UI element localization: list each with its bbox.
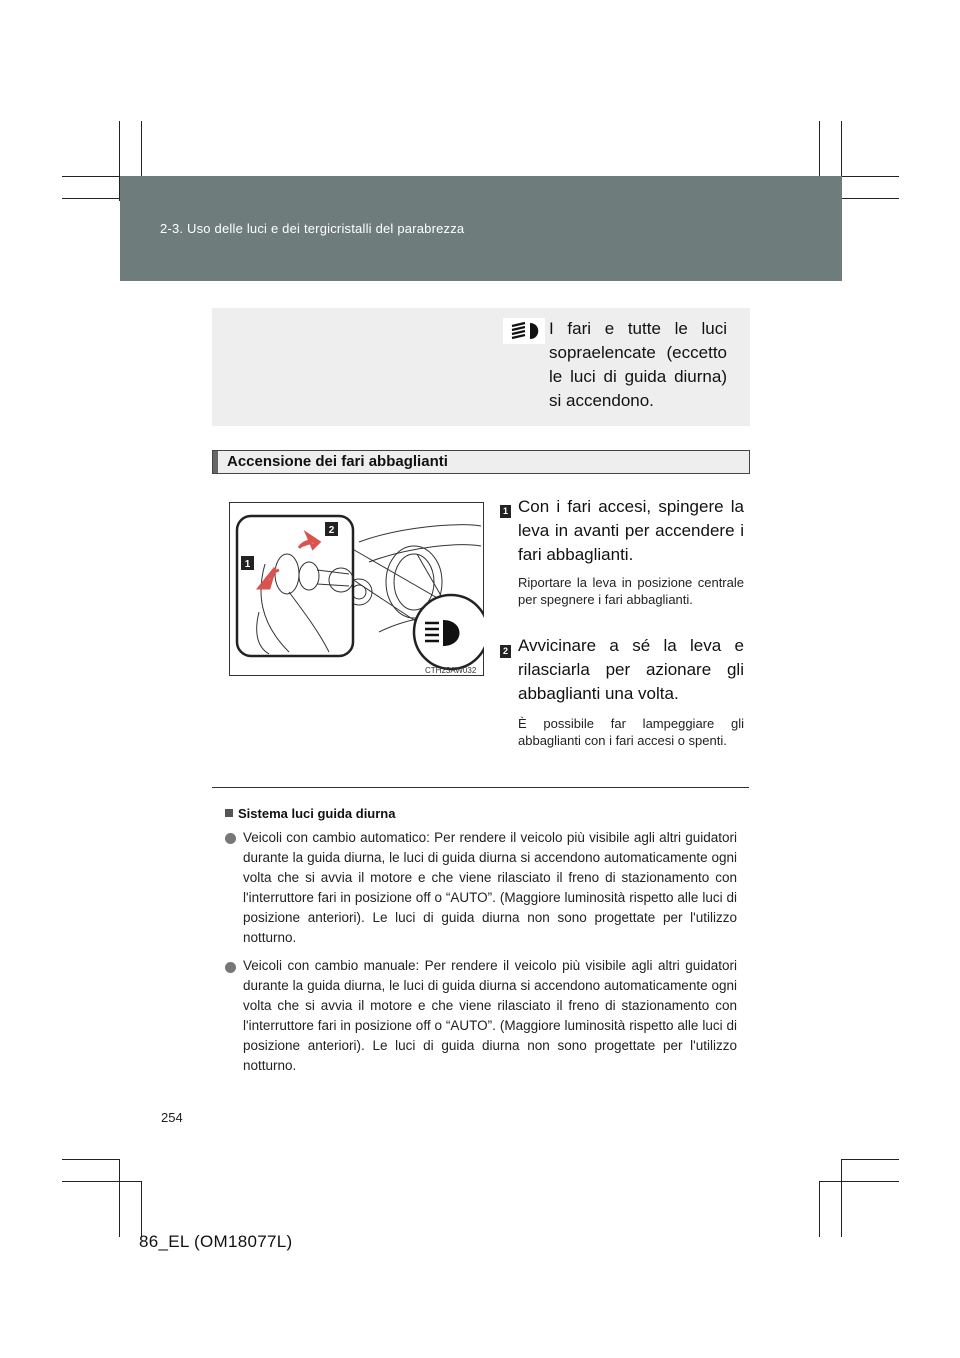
illustration-badge-1: 1 xyxy=(244,559,251,570)
step-1-text: Con i fari accesi, spingere la leva in avanti per accendere i fari abbaglianti. xyxy=(518,497,744,564)
section-heading xyxy=(212,450,750,474)
section-title: 2-3. Uso delle luci e dei tergicristalli del parabrezza xyxy=(160,221,465,236)
step-2-text: Avvicinare a sé la leva e rilasciarla per azionare gli abbaglianti una volta. xyxy=(518,636,744,703)
step-badge-1: 1 xyxy=(500,505,511,518)
section-divider xyxy=(212,787,749,788)
headlight-low-beam-icon xyxy=(503,318,545,344)
page-number: 254 xyxy=(161,1110,183,1125)
info-box-text: I fari e tutte le luci sopraelencate (eccetto le luci di guida diurna) si accendono. xyxy=(549,319,727,410)
lever-illustration xyxy=(229,502,484,676)
circle-bullet-icon xyxy=(225,833,236,844)
section-heading-text: Accensione dei fari abbaglianti xyxy=(227,453,448,470)
notes-heading-text: Sistema luci guida diurna xyxy=(238,806,396,821)
note-item-manual: Veicoli con cambio manuale: Per rendere il veicolo più visibile agli altri guidatori durante la guida diurna, le luci di guida diurna si accendono automaticamente ogni volta che si avvia il motore e che viene rilasciato il freno di stazionamento con l'interruttore fari in posizione off o “AUTO”. (Maggiore luminosità rispetto alle luci di posizione anteriori). Le luci di guida diurna non sono progettate per l'utilizzo notturno. xyxy=(243,958,737,1073)
note-item-automatic: Veicoli con cambio automatico: Per rendere il veicolo più visibile agli altri guidatori durante la guida diurna, le luci di guida diurna si accendono automaticamente ogni volta che si avvia il motore e che viene rilasciato il freno di stazionamento con l'interruttore fari in posizione off o “AUTO”. (Maggiore luminosità rispetto alle luci di posizione anteriori). Le luci di guida diurna non sono progettate per l'utilizzo notturno. xyxy=(243,830,737,945)
heading-accent xyxy=(213,451,218,473)
circle-bullet-icon xyxy=(225,962,236,973)
illustration-badge-2: 2 xyxy=(328,525,335,536)
step-2-note: È possibile far lampeggiare gli abbaglianti con i fari accesi o spenti. xyxy=(518,716,744,748)
document-code: 86_EL (OM18077L) xyxy=(139,1232,293,1251)
step-1-note: Riportare la leva in posizione centrale per spegnere i fari abbaglianti. xyxy=(518,575,744,607)
step-badge-2: 2 xyxy=(500,645,511,658)
notes-heading xyxy=(225,806,395,821)
illustration-code: CTH23AW032 xyxy=(425,666,477,675)
square-bullet-icon xyxy=(225,809,233,817)
